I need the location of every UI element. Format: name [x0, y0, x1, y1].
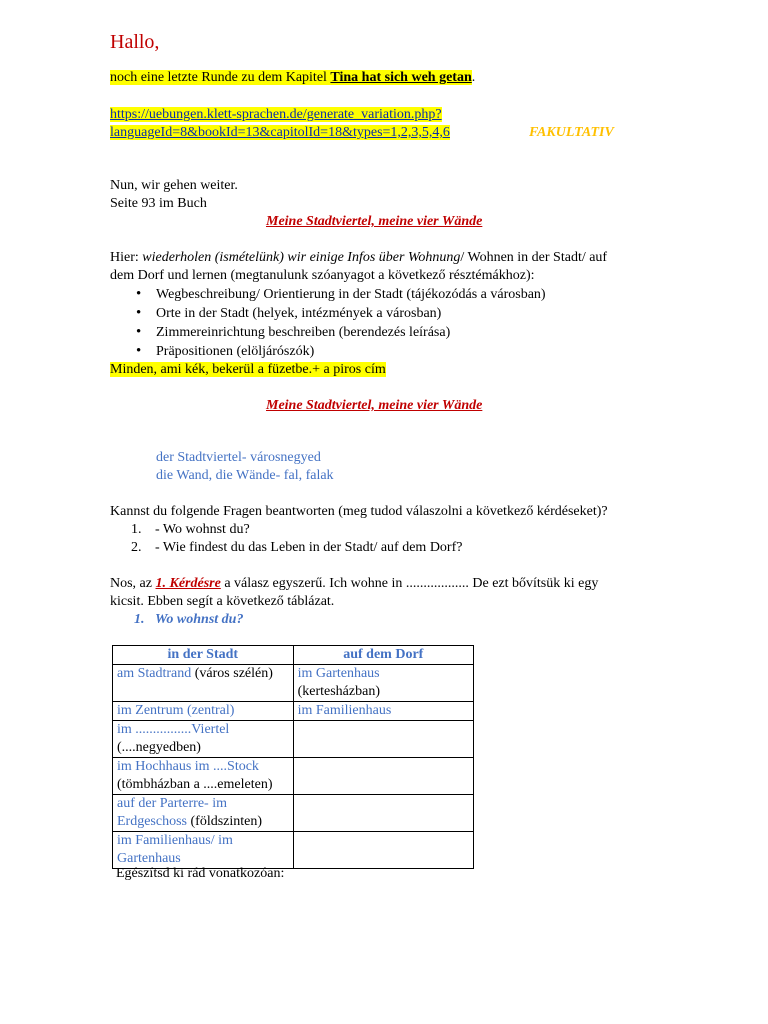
question-text: - Wo wohnst du? — [155, 522, 250, 537]
answer-prefix: Nos, az — [110, 576, 156, 591]
cell-blue-text: im Zentrum (zentral) — [117, 703, 235, 718]
fakultativ-label: FAKULTATIV — [529, 125, 614, 140]
table-cell — [293, 665, 473, 702]
subquestion-text: Wo wohnst du? — [155, 612, 244, 627]
table-cell — [293, 721, 473, 758]
greeting: Hallo, — [110, 31, 160, 53]
table-cell — [113, 665, 294, 702]
answer-line1 — [110, 575, 598, 593]
table-cell — [113, 758, 294, 795]
living-table — [112, 645, 474, 869]
table-cell — [113, 832, 294, 869]
exercise-link[interactable] — [110, 106, 442, 124]
cell-blue-text: im ................Viertel — [117, 722, 230, 737]
exercise-link-2[interactable] — [110, 124, 450, 142]
vocab-item: der Stadtviertel- városnegyed — [156, 450, 321, 465]
hier-line1 — [110, 249, 607, 267]
question-number: 1. — [131, 522, 142, 537]
answer-rest: a válasz egyszerű. Ich wohne in .................. De ezt bővítsük ki egy — [220, 576, 599, 591]
question-item — [131, 521, 462, 539]
intro-end: . — [471, 70, 476, 85]
table-cell — [113, 721, 294, 758]
table-cell — [293, 702, 473, 721]
section-title-repeat: Meine Stadtviertel, meine vier Wände — [266, 398, 483, 413]
vocab-item: die Wand, die Wände- fal, falak — [156, 468, 334, 483]
answer-ref: 1. Kérdésre — [155, 576, 221, 591]
question-text: - Wie findest du das Leben in der Stadt/ auf dem Dorf? — [155, 540, 463, 555]
cell-text: (kertesházban) — [297, 684, 380, 699]
hier-prefix: Hier: — [110, 250, 143, 265]
table-cell — [113, 795, 294, 832]
cell-text: (tömbházban a ....emeleten) — [117, 777, 273, 792]
topic-list — [110, 285, 546, 361]
table-cell — [113, 702, 294, 721]
subquestion-number: 1. — [134, 612, 145, 627]
table-row — [113, 758, 474, 795]
notebook-note-text: Minden, ami kék, bekerül a füzetbe.+ a piros cím — [110, 362, 386, 377]
answer-line2: kicsit. Ebben segít a következő táblázat. — [110, 594, 335, 609]
cell-blue-text: im Familienhaus — [297, 703, 392, 718]
topic-item: • Zimmereinrichtung beschreiben (berendezés leírása) — [156, 323, 546, 342]
cell-blue-text: auf der Parterre- im — [117, 796, 227, 811]
cell-blue-text: am Stadtrand — [117, 666, 192, 681]
topic-item: • Präpositionen (elöljárószók) — [156, 342, 546, 361]
nun-line: Nun, wir gehen weiter. — [110, 178, 238, 193]
hier-italic: wiederholen (ismételünk) wir einige Infos über Wohnung — [142, 250, 461, 265]
table-row — [113, 795, 474, 832]
subquestion — [134, 611, 243, 629]
cell-blue-text: im Familienhaus/ im — [117, 833, 233, 848]
table-header-village: auf dem Dorf — [293, 646, 473, 665]
intro-line — [110, 69, 475, 87]
cell-text: (....negyedben) — [117, 740, 201, 755]
questions-intro: Kannst du folgende Fragen beantworten (meg tudod válaszolni a következő kérdéseket)? — [110, 504, 608, 519]
exercise-link-line1[interactable]: https://uebungen.klett-sprachen.de/generate_variation.php? — [110, 107, 442, 122]
chapter-title: Tina hat sich weh getan — [330, 70, 472, 85]
cell-blue-text: Erdgeschoss — [117, 814, 187, 829]
hier-rest: / Wohnen in der Stadt/ auf — [460, 250, 608, 265]
table-cell — [293, 795, 473, 832]
section-title: Meine Stadtviertel, meine vier Wände — [266, 214, 483, 229]
table-cell — [293, 758, 473, 795]
seite-line: Seite 93 im Buch — [110, 196, 207, 211]
table-row — [113, 832, 474, 869]
question-number: 2. — [131, 540, 142, 555]
topic-item: • Orte in der Stadt (helyek, intézmények a városban) — [156, 304, 546, 323]
notebook-note — [110, 361, 386, 379]
question-item — [131, 539, 463, 557]
hier-line2: dem Dorf und lernen (megtanulunk szóanyagot a következő résztémákhoz): — [110, 268, 535, 283]
cell-blue-text: im Gartenhaus — [297, 666, 380, 681]
question-list — [110, 521, 462, 557]
cell-blue-text: Gartenhaus — [117, 851, 181, 866]
table-cell — [293, 832, 473, 869]
cell-blue-text: im Hochhaus im ....Stock — [117, 759, 259, 774]
topic-item: • Wegbeschreibung/ Orientierung in der Stadt (tájékozódás a városban) — [156, 285, 546, 304]
intro-text: noch eine letzte Runde zu dem Kapitel — [110, 70, 331, 85]
closing-line: Egészítsd ki rád vonatkozóan: — [116, 866, 285, 881]
exercise-link-line2[interactable]: languageId=8&bookId=13&capitolId=18&types=1,2,3,5,4,6 — [110, 125, 450, 140]
cell-text: (földszinten) — [187, 814, 263, 829]
table-header-city: in der Stadt — [113, 646, 294, 665]
cell-text: (város szélén) — [191, 666, 273, 681]
table-header-row — [113, 646, 474, 665]
table-row — [113, 702, 474, 721]
table-row — [113, 721, 474, 758]
table-row — [113, 665, 474, 702]
